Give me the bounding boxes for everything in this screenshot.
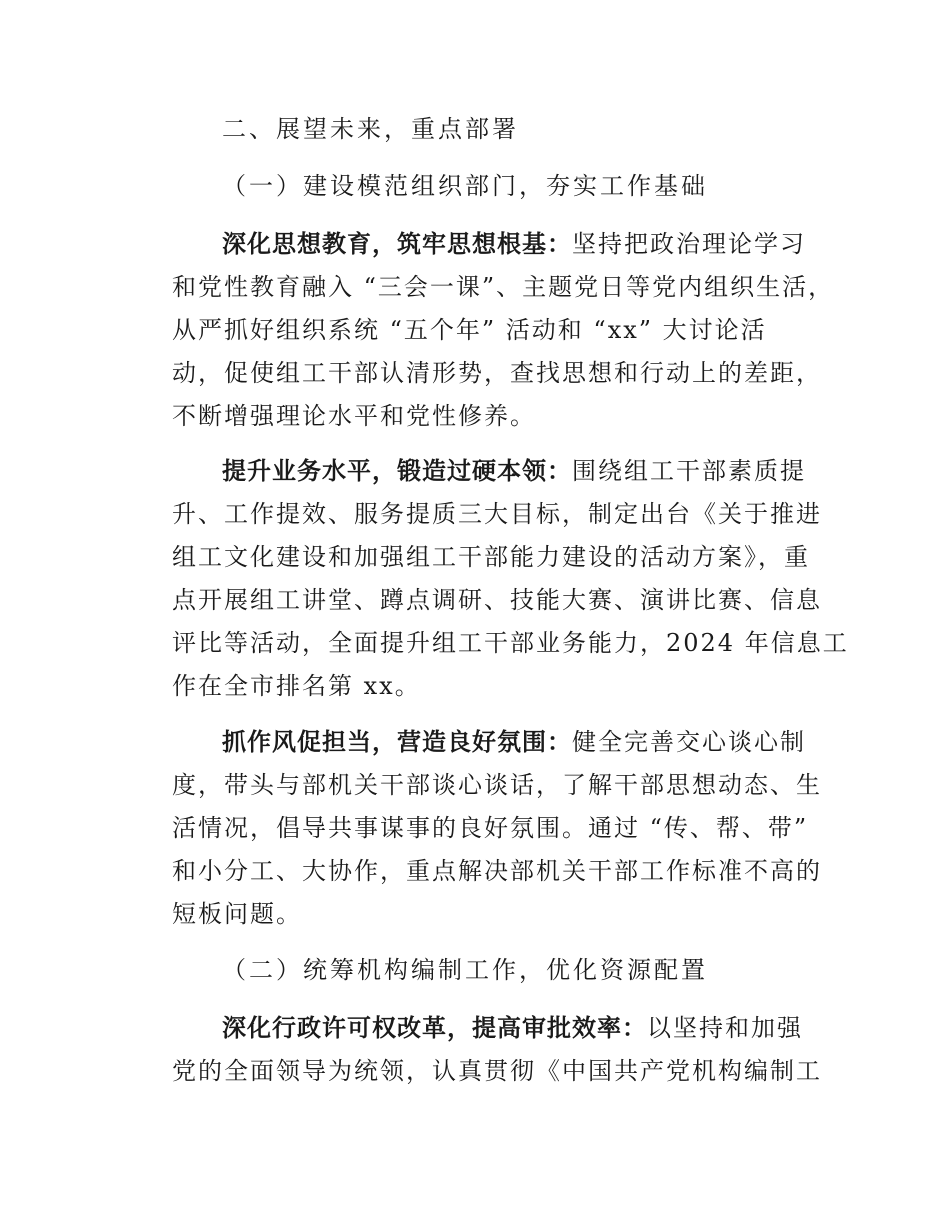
paragraph-3-first-line xyxy=(222,727,806,757)
paragraph-2-line: 组工文化建设和加强组工干部能力建设的活动方案》，重 xyxy=(172,543,810,571)
paragraph-1-title: 深化思想教育，筑牢思想根基： xyxy=(222,230,572,258)
paragraph-2-line: 点开展组工讲堂、蹲点调研、技能大赛、演讲比赛、信息 xyxy=(172,586,822,614)
section-heading: 二、展望未来，重点部署 xyxy=(222,115,519,143)
subsection-heading-1: （一）建设模范组织部门，夯实工作基础 xyxy=(222,172,708,200)
paragraph-1-line: 和党性教育融入 “三会一课”、主题党日等党内组织生活， xyxy=(172,273,835,301)
paragraph-1-first-line xyxy=(222,229,806,259)
paragraph-3-line: 短板问题。 xyxy=(172,900,302,928)
paragraph-3-title: 抓作风促担当，营造良好氛围： xyxy=(222,728,572,756)
paragraph-1-text: 坚持把政治理论学习 xyxy=(572,230,806,258)
paragraph-3-text: 健全完善交心谈心制 xyxy=(572,728,806,756)
paragraph-2-text: 围绕组工干部素质提 xyxy=(572,457,806,485)
paragraph-4-first-line xyxy=(222,1013,803,1043)
paragraph-2-line: 评比等活动，全面提升组工干部业务能力，2024 年信息工 xyxy=(172,629,849,657)
paragraph-4-title: 深化行政许可权改革，提高审批效率： xyxy=(222,1014,647,1042)
subsection-heading-2: （二）统筹机构编制工作，优化资源配置 xyxy=(222,956,708,984)
paragraph-4-line: 党的全面领导为统领，认真贯彻《中国共产党机构编制工 xyxy=(172,1057,822,1085)
paragraph-3-line: 活情况，倡导共事谋事的良好氛围。通过 “传、帮、带” xyxy=(172,814,809,842)
paragraph-2-first-line xyxy=(222,456,806,486)
paragraph-2-line: 作在全市排名第 xx。 xyxy=(172,672,421,700)
paragraph-2-title: 提升业务水平，锻造过硬本领： xyxy=(222,457,572,485)
paragraph-4-text: 以坚持和加强 xyxy=(647,1014,803,1042)
paragraph-1-line: 从严抓好组织系统 “五个年” 活动和 “xx” 大讨论活 xyxy=(172,316,767,344)
paragraph-3-line: 和小分工、大协作，重点解决部机关干部工作标准不高的 xyxy=(172,857,822,885)
paragraph-3-line: 度，带头与部机关干部谈心谈话，了解干部思想动态、生 xyxy=(172,771,822,799)
paragraph-1-line: 动，促使组工干部认清形势，查找思想和行动上的差距， xyxy=(172,359,822,387)
paragraph-1-line: 不断增强理论水平和党性修养。 xyxy=(172,402,536,430)
paragraph-2-line: 升、工作提效、服务提质三大目标，制定出台《关于推进 xyxy=(172,500,822,528)
